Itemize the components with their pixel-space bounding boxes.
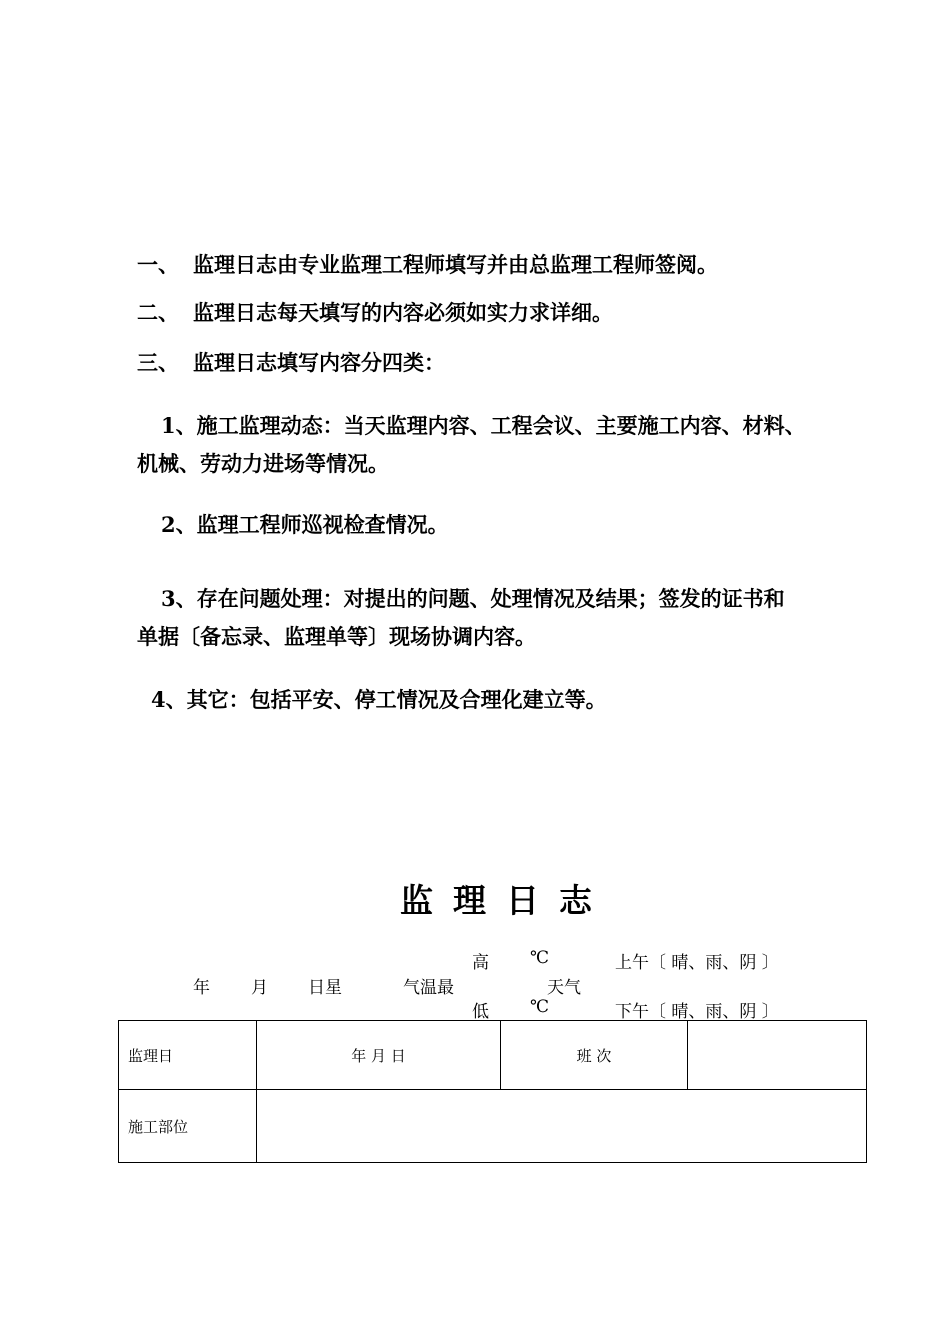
site-label-cell — [119, 1090, 257, 1163]
temp-low-label: 低 — [472, 1002, 489, 1022]
date-value: 年 月 日 — [351, 1046, 406, 1065]
day-week-label: 日星 — [308, 978, 342, 998]
weather-pm: 下午〔 晴、雨、阴 〕 — [615, 1002, 779, 1022]
temp-high-label: 高 — [472, 953, 489, 973]
weather-label: 天气 — [547, 978, 581, 998]
item-2: 2、监理工程师巡视检查情况。 — [161, 512, 449, 537]
log-title: 监理日志 — [400, 881, 612, 920]
item-3-line-1: 3、存在问题处理：对提出的问题、处理情况及结果；签发的证书和 — [161, 586, 785, 611]
shift-label-cell — [501, 1021, 688, 1090]
item-1-line-1: 1、施工监理动态：当天监理内容、工程会议、主要施工内容、材料、 — [161, 413, 806, 438]
rule-text: 监理日志填写内容分四类： — [193, 350, 445, 375]
celsius-high: ℃ — [530, 948, 550, 968]
rule-2 — [0, 297, 950, 327]
rule-number: 三、 — [137, 350, 179, 375]
item-1-line-2: 机械、劳动力进场等情况。 — [137, 451, 389, 476]
month-label: 月 — [251, 978, 268, 998]
celsius-low: ℃ — [530, 997, 550, 1017]
temp-label: 气温最 — [403, 978, 454, 998]
date-value-cell[interactable] — [257, 1021, 501, 1090]
item-3-line-2: 单据〔备忘录、监理单等〕现场协调内容。 — [137, 624, 536, 649]
rule-text: 监理日志由专业监理工程师填写并由总监理工程师签阅。 — [193, 252, 718, 277]
shift-value-cell[interactable] — [688, 1021, 867, 1090]
weather-am: 上午〔 晴、雨、阴 〕 — [615, 953, 779, 973]
site-value-cell[interactable] — [257, 1090, 867, 1163]
rule-1 — [0, 249, 950, 279]
rule-text: 监理日志每天填写的内容必须如实力求详细。 — [193, 300, 613, 325]
table-row — [119, 1090, 867, 1163]
year-label: 年 — [193, 978, 210, 998]
rule-number: 一、 — [137, 252, 179, 277]
table-row — [119, 1021, 867, 1090]
log-table — [118, 1020, 867, 1163]
site-label: 施工部位 — [128, 1117, 189, 1136]
rule-3 — [0, 347, 950, 377]
shift-label: 班 次 — [576, 1046, 612, 1065]
rule-number: 二、 — [137, 300, 179, 325]
date-label-cell — [119, 1021, 257, 1090]
date-label: 监理日 — [128, 1046, 174, 1065]
item-4: 4、其它：包括平安、停工情况及合理化建立等。 — [151, 687, 607, 712]
